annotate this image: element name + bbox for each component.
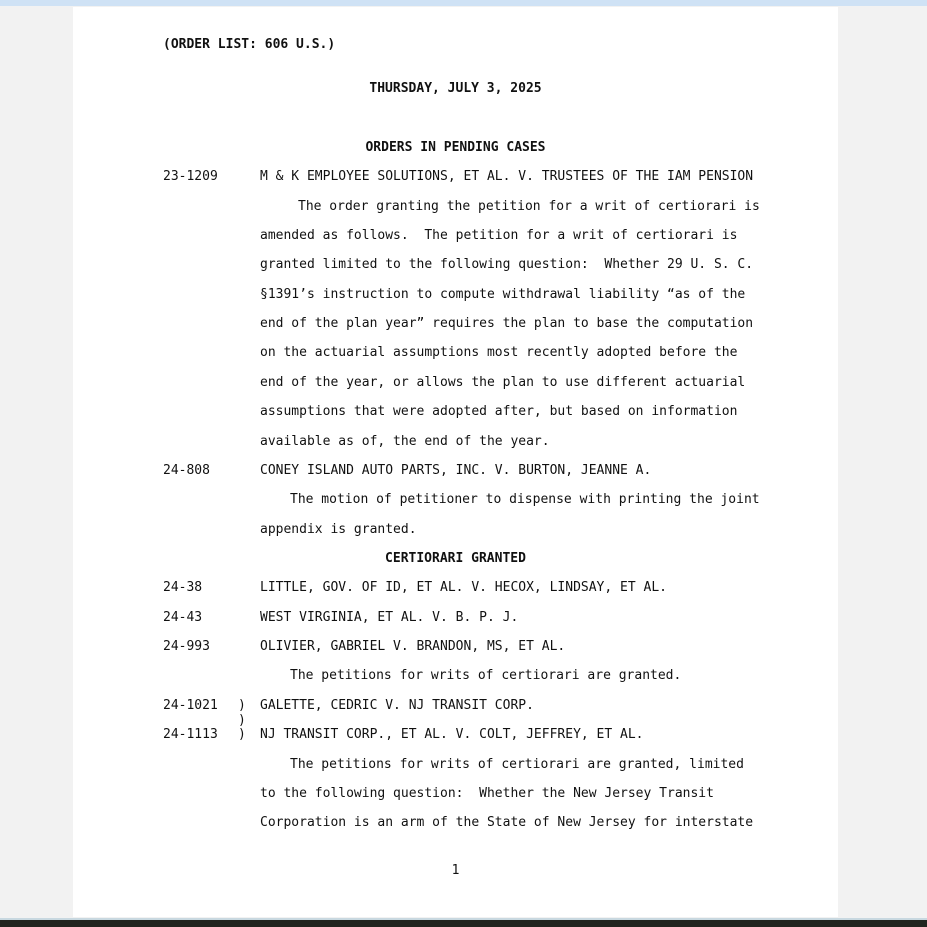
order-text-line: The petitions for writs of certiorari are granted. <box>290 668 682 683</box>
document-page <box>73 7 838 917</box>
case-caption: OLIVIER, GABRIEL V. BRANDON, MS, ET AL. <box>260 639 566 654</box>
order-text-line: end of the plan year” requires the plan to base the computation <box>260 316 754 331</box>
page-number: 1 <box>451 863 460 878</box>
docket-number: 24-38 <box>163 580 203 595</box>
order-text-line: granted limited to the following question: Whether 29 U. S. C. <box>260 257 754 272</box>
order-text-line: on the actuarial assumptions most recently adopted before the <box>260 345 738 360</box>
section-heading-granted: CERTIORARI GRANTED <box>385 551 526 566</box>
order-text-line: amended as follows. The petition for a writ of certiorari is <box>260 228 738 243</box>
order-date: THURSDAY, JULY 3, 2025 <box>369 81 542 96</box>
case-caption: WEST VIRGINIA, ET AL. V. B. P. J. <box>260 610 519 625</box>
consolidation-bracket: ) <box>238 698 246 713</box>
order-text-line: available as of, the end of the year. <box>260 434 550 449</box>
case-caption: LITTLE, GOV. OF ID, ET AL. V. HECOX, LINDSAY, ET AL. <box>260 580 667 595</box>
order-list-title: (ORDER LIST: 606 U.S.) <box>163 37 336 52</box>
docket-number: 24-993 <box>163 639 210 654</box>
docket-number: 24-1113 <box>163 727 218 742</box>
case-caption: GALETTE, CEDRIC V. NJ TRANSIT CORP. <box>260 698 534 713</box>
case-caption: CONEY ISLAND AUTO PARTS, INC. V. BURTON, JEANNE A. <box>260 463 652 478</box>
docket-number: 24-1021 <box>163 698 218 713</box>
order-text-line: The petitions for writs of certiorari are granted, limited <box>290 757 744 772</box>
order-text-line: The motion of petitioner to dispense with printing the joint <box>290 492 760 507</box>
case-caption: NJ TRANSIT CORP., ET AL. V. COLT, JEFFREY, ET AL. <box>260 727 644 742</box>
order-text-line: appendix is granted. <box>260 522 417 537</box>
order-text-line: Corporation is an arm of the State of New Jersey for interstate <box>260 815 754 830</box>
viewer-top-bar <box>0 0 927 6</box>
consolidation-bracket: ) <box>238 713 246 728</box>
order-text-line: The order granting the petition for a writ of certiorari is <box>298 199 760 214</box>
docket-number: 24-43 <box>163 610 203 625</box>
order-text-line: §1391’s instruction to compute withdrawal liability “as of the <box>260 287 746 302</box>
case-caption: M & K EMPLOYEE SOLUTIONS, ET AL. V. TRUSTEES OF THE IAM PENSION <box>260 169 754 184</box>
viewer-bottom-bar <box>0 918 927 927</box>
order-text-line: end of the year, or allows the plan to use different actuarial <box>260 375 746 390</box>
docket-number: 23-1209 <box>163 169 218 184</box>
consolidation-bracket: ) <box>238 727 246 742</box>
order-text-line: assumptions that were adopted after, but based on information <box>260 404 738 419</box>
section-heading-pending: ORDERS IN PENDING CASES <box>365 140 546 155</box>
order-text-line: to the following question: Whether the New Jersey Transit <box>260 786 714 801</box>
docket-number: 24-808 <box>163 463 210 478</box>
